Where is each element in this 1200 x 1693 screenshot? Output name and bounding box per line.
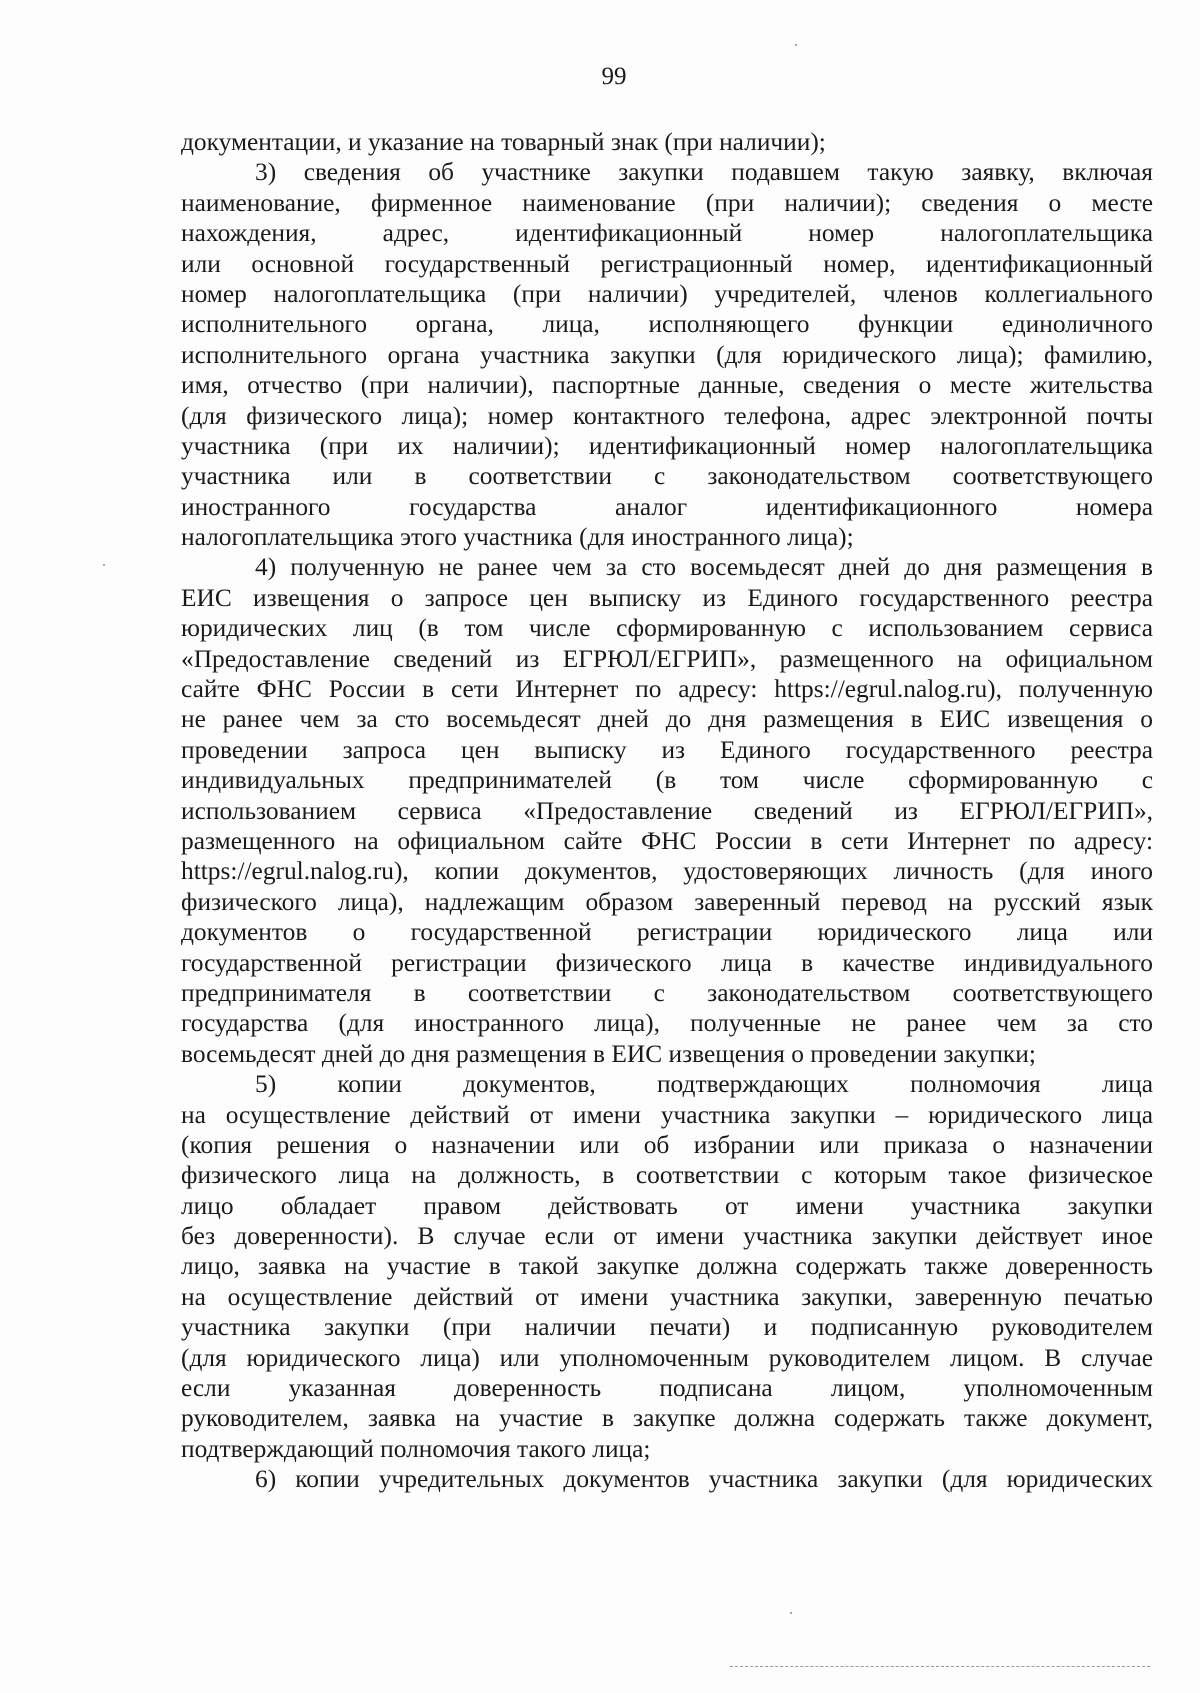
text-line: документов о государственной регистрации юридического лица или — [181, 918, 1153, 947]
text-line: предпринимателя в соответствии с законодательством соответствующего — [181, 978, 1153, 1007]
scan-speck — [103, 564, 105, 566]
text-line: государственной регистрации физического лица в качестве индивидуального — [181, 948, 1153, 977]
text-line: на осуществление действий от имени участника закупки, заверенную печатью — [181, 1282, 1153, 1311]
text-line: на осуществление действий от имени участника закупки – юридического лица — [181, 1100, 1153, 1129]
text-line: юридических лиц (в том числе сформированную с использованием сервиса — [181, 614, 1153, 643]
text-line: без доверенности). В случае если от имени участника закупки действует иное — [181, 1222, 1153, 1251]
text-line: государства (для иностранного лица), полученные не ранее чем за сто — [181, 1009, 1153, 1038]
paragraph-3-start: 3) сведения об участнике закупки подавшем такую заявку, включая — [255, 158, 1153, 187]
text-line: подтверждающий полномочия такого лица; — [181, 1434, 651, 1463]
text-line: налогоплательщика этого участника (для иностранного лица); — [181, 523, 854, 552]
text-line: физического лица), надлежащим образом заверенный перевод на русский язык — [181, 887, 1153, 916]
text-line: участника (при их наличии); идентификационный номер налогоплательщика — [181, 431, 1153, 460]
text-line: иностранного государства аналог идентификационного номера — [181, 492, 1153, 521]
text-line: участника закупки (при наличии печати) и подписанную руководителем — [181, 1313, 1153, 1342]
text-line: руководителем, заявка на участие в закупке должна содержать также документ, — [181, 1404, 1153, 1433]
scan-speck — [795, 44, 797, 46]
text-line: ЕИС извещения о запросе цен выписку из Единого государственного реестра — [181, 583, 1153, 612]
text-line: документации, и указание на товарный знак (при наличии); — [181, 128, 826, 156]
page-number: 99 — [601, 63, 627, 90]
scan-speck — [790, 1612, 792, 1614]
scan-edge-line — [730, 1666, 1150, 1667]
text-line: наименование, фирменное наименование (при наличии); сведения о месте — [181, 188, 1153, 217]
text-line: нахождения, адрес, идентификационный номер налогоплательщика — [181, 219, 1153, 248]
text-line: имя, отчество (при наличии), паспортные данные, сведения о месте жительства — [181, 371, 1153, 400]
text-line: (для юридического лица) или уполномоченным руководителем лицом. В случае — [181, 1343, 1153, 1372]
text-line: номер налогоплательщика (при наличии) учредителей, членов коллегиального — [181, 279, 1153, 308]
text-line: не ранее чем за сто восемьдесят дней до дня размещения в ЕИС извещения о — [181, 705, 1153, 734]
paragraph-6-start: 6) копии учредительных документов участника закупки (для юридических — [255, 1465, 1153, 1494]
paragraph-4-start: 4) полученную не ранее чем за сто восемьдесят дней до дня размещения в — [255, 553, 1153, 582]
text-line: восемьдесят дней до дня размещения в ЕИС извещения о проведении закупки; — [181, 1039, 1036, 1068]
text-line: использованием сервиса «Предоставление сведений из ЕГРЮЛ/ЕГРИП», — [181, 796, 1153, 825]
text-line: размещенного на официальном сайте ФНС России в сети Интернет по адресу: — [181, 826, 1153, 855]
text-line: (копия решения о назначении или об избрании или приказа о назначении — [181, 1130, 1153, 1159]
text-line: (для физического лица); номер контактного телефона, адрес электронной почты — [181, 401, 1153, 430]
text-line: участника или в соответствии с законодательством соответствующего — [181, 462, 1153, 491]
text-line: лицо обладает правом действовать от имени участника закупки — [181, 1191, 1153, 1220]
text-line: физического лица на должность, в соответствии с которым такое физическое — [181, 1161, 1153, 1190]
text-line: «Предоставление сведений из ЕГРЮЛ/ЕГРИП», размещенного на официальном — [181, 644, 1153, 673]
paragraph-5-start: 5) копии документов, подтверждающих полномочия лица — [255, 1070, 1153, 1099]
document-body — [181, 127, 1153, 1495]
text-line: проведении запроса цен выписку из Единого государственного реестра — [181, 735, 1153, 764]
text-line: индивидуальных предпринимателей (в том числе сформированную с — [181, 766, 1153, 795]
text-line: или основной государственный регистрационный номер, идентификационный — [181, 249, 1153, 278]
text-line: если указанная доверенность подписана лицом, уполномоченным — [181, 1374, 1153, 1403]
text-line: сайте ФНС России в сети Интернет по адресу: https://egrul.nalog.ru), полученную — [181, 675, 1153, 704]
text-line: лицо, заявка на участие в такой закупке должна содержать также доверенность — [181, 1252, 1153, 1281]
text-line: исполнительного органа участника закупки (для юридического лица); фамилию, — [181, 340, 1153, 369]
text-line: https://egrul.nalog.ru), копии документов, удостоверяющих личность (для иного — [181, 857, 1153, 886]
text-line: исполнительного органа, лица, исполняющего функции единоличного — [181, 310, 1153, 339]
